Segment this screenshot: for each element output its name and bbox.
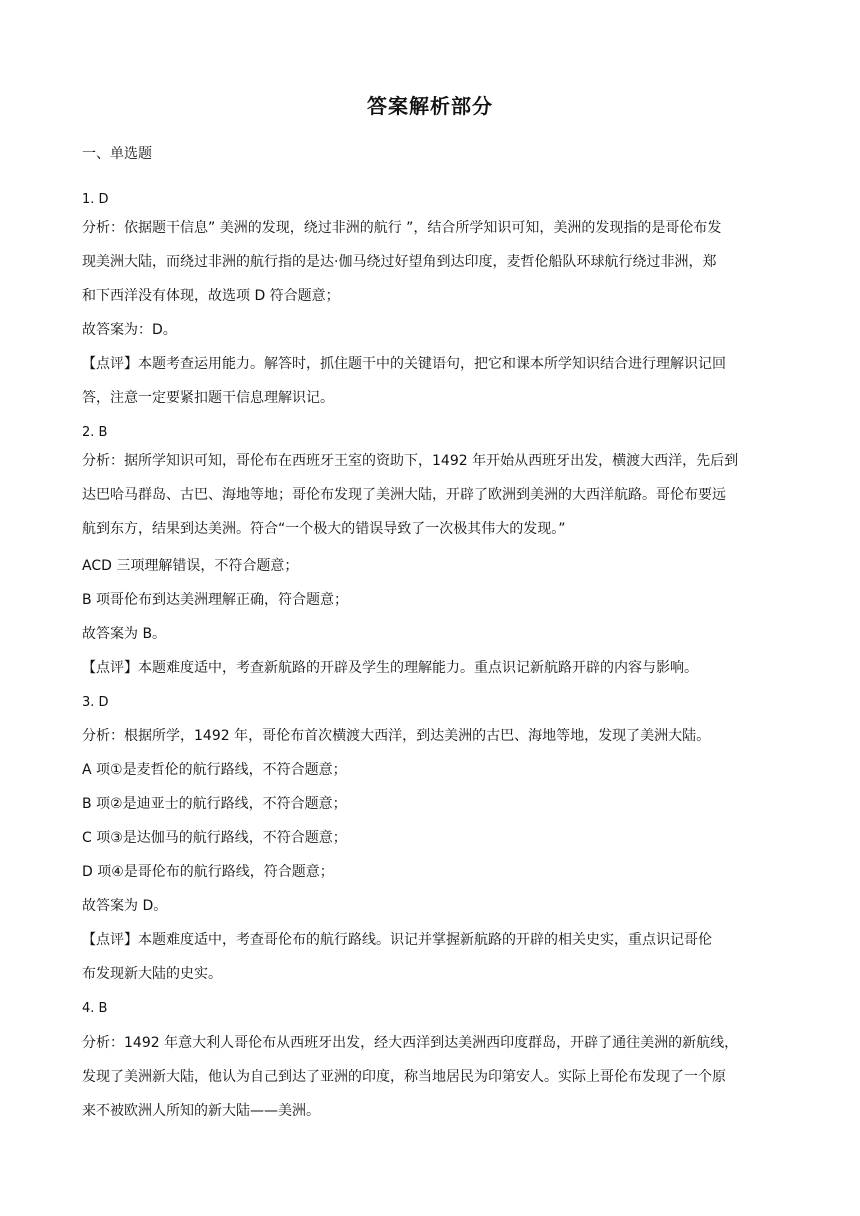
answer-number: 1. D xyxy=(82,192,109,207)
text-line: 布发现新大陆的史实。 xyxy=(82,966,222,982)
text-line: 达巴哈马群岛、古巴、海地等地；哥伦布发现了美洲大陆，开辟了欧洲到美洲的大西洋航路。哥伦布要远 xyxy=(82,487,726,503)
answer-number: 3. D xyxy=(82,695,109,710)
text-line: B 项②是迪亚士的航行路线，不符合题意； xyxy=(82,796,347,812)
text-line: 和下西洋没有体现，故选项 D 符合题意； xyxy=(82,288,340,304)
text-line: 分析：根据所学，1492 年，哥伦布首次横渡大西洋，到达美洲的古巴、海地等地，发现了美洲大陆。 xyxy=(82,728,711,744)
text-line: 来不被欧洲人所知的新大陆——美洲。 xyxy=(82,1103,320,1119)
text-line: 发现了美洲新大陆，他认为自己到达了亚洲的印度，称当地居民为印第安人。实际上哥伦布发现了一个原 xyxy=(82,1069,726,1085)
text-line: A 项①是麦哲伦的航行路线，不符合题意； xyxy=(82,762,347,778)
text-line: 【点评】本题难度适中，考查新航路的开辟及学生的理解能力。重点识记新航路开辟的内容与影响。 xyxy=(82,660,698,676)
text-line: 【点评】本题考查运用能力。解答时，抓住题干中的关键语句，把它和课本所学知识结合进行理解识记回 xyxy=(82,356,726,372)
text-line: ACD 三项理解错误，不符合题意； xyxy=(82,558,299,574)
text-line: C 项③是达伽马的航行路线，不符合题意； xyxy=(82,830,347,846)
text-line: 现美洲大陆，而绕过非洲的航行指的是达·伽马绕过好望角到达印度，麦哲伦船队环球航行绕过非洲，郑 xyxy=(82,254,717,270)
text-line: 故答案为 D。 xyxy=(82,898,168,914)
text-line: 答，注意一定要紧扣题干信息理解识记。 xyxy=(82,390,334,406)
answer-number: 4. B xyxy=(82,1001,108,1016)
section-heading: 一、单选题 xyxy=(82,146,152,162)
text-line: 航到东方，结果到达美洲。符合“一个极大的错误导致了一次极其伟大的发现。” xyxy=(82,521,566,537)
text-line: 【点评】本题难度适中，考查哥伦布的航行路线。识记并掌握新航路的开辟的相关史实，重点识记哥伦 xyxy=(82,932,712,948)
page-title: 答案解析部分 xyxy=(367,94,493,118)
text-line: 分析：1492 年意大利人哥伦布从西班牙出发，经大西洋到达美洲西印度群岛，开辟了通往美洲的新航线， xyxy=(82,1035,739,1051)
answer-number: 2. B xyxy=(82,425,108,440)
text-line: B 项哥伦布到达美洲理解正确，符合题意； xyxy=(82,592,349,608)
text-line: 分析：依据题干信息” 美洲的发现，绕过非洲的航行 ”，结合所学知识可知，美洲的发现指的是哥伦布发 xyxy=(82,220,722,236)
text-line: D 项④是哥伦布的航行路线，符合题意； xyxy=(82,864,334,880)
text-line: 故答案为 B。 xyxy=(82,626,167,642)
text-line: 分析：据所学知识可知，哥伦布在西班牙王室的资助下，1492 年开始从西班牙出发，横渡大西洋，先后到 xyxy=(82,453,739,469)
text-line: 故答案为：D。 xyxy=(82,322,177,338)
